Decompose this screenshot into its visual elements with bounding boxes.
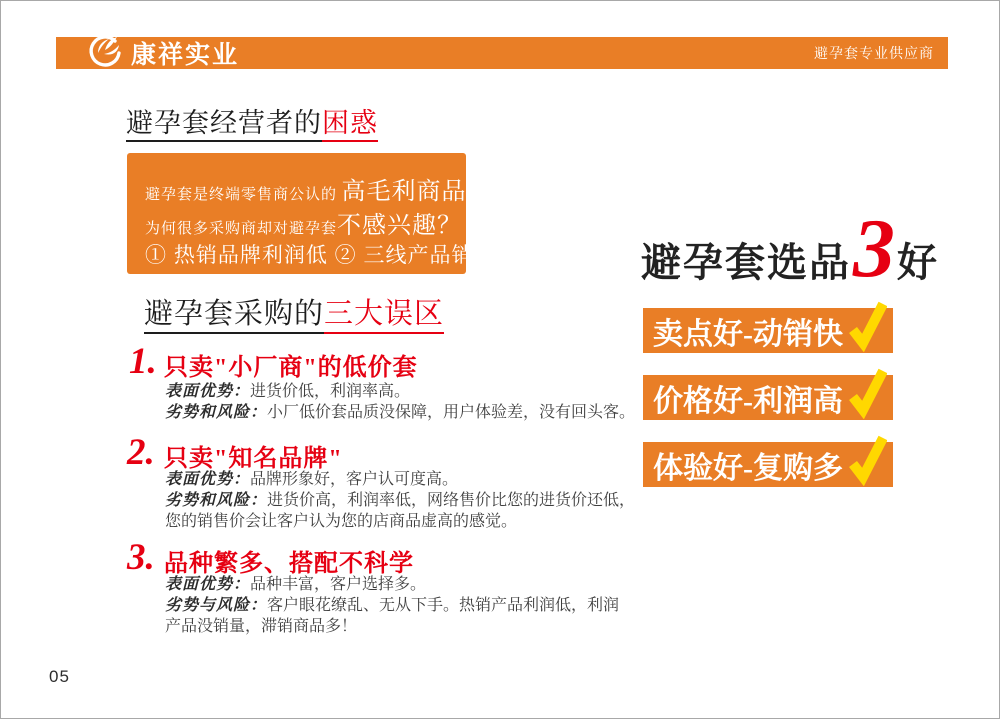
item-2-body — [165, 469, 670, 532]
benefit-bar-3 — [643, 442, 893, 487]
misunderstandings-title — [144, 295, 444, 333]
risk-label: 劣势和风险： — [165, 404, 268, 421]
item-2-number: 2. — [127, 432, 155, 473]
advantage-text: 进货价低，利润率高。 — [250, 383, 411, 400]
item-2-risk-line2: 您的销售价会让客户认为您的店商品虚高的感觉。 — [165, 513, 518, 530]
misunderstandings-title-black: 避孕套采购的 — [144, 298, 324, 334]
selection-title-suffix: 好 — [897, 240, 939, 285]
benefit-bar-2 — [643, 375, 893, 420]
benefit-1-label: 卖点好-动销快 — [653, 317, 843, 351]
confusion-box-line2 — [145, 205, 462, 240]
item-2-advantage — [165, 469, 670, 490]
brand — [86, 35, 239, 71]
header-tagline: 避孕套专业供应商 — [814, 45, 934, 61]
item-3-heading: 品种繁多、搭配不科学 — [164, 551, 414, 577]
item-1-risk — [165, 402, 670, 423]
risk-text-line1: 客户眼花缭乱、无从下手。热销产品利润低，利润 — [267, 597, 620, 614]
risk-text: 小厂低价套品质没保障，用户体验差，没有回头客。 — [267, 404, 636, 421]
advantage-text: 品种丰富，客户选择多。 — [250, 576, 427, 593]
confusion-title-black: 避孕套经营者的 — [126, 108, 322, 142]
advantage-label: 表面优势： — [165, 383, 251, 400]
benefit-2-label: 价格好-利润高 — [653, 384, 843, 418]
line2-large: 不感兴趣？ — [337, 212, 463, 239]
selection-title-number: 3 — [853, 202, 895, 295]
line1-small: 避孕套是终端零售商公认的 — [145, 186, 338, 203]
line1-large: 高毛利商品, — [341, 178, 475, 205]
line2-small: 为何很多采购商却对避孕套 — [145, 220, 338, 237]
selection-title-prefix: 避孕套选品 — [641, 240, 851, 285]
item-3-number: 3. — [127, 537, 155, 578]
check-icon — [849, 296, 887, 352]
item-3-risk — [165, 595, 670, 616]
item-3-advantage — [165, 574, 670, 595]
check-icon — [849, 430, 887, 486]
brand-name: 康祥实业 — [131, 41, 240, 69]
advantage-label: 表面优势： — [165, 576, 251, 593]
benefit-3-label: 体验好-复购多 — [653, 451, 843, 485]
item-2-risk — [165, 490, 670, 511]
item-1-number: 1. — [129, 341, 157, 382]
confusion-box — [127, 153, 518, 274]
confusion-box-line1 — [145, 171, 474, 206]
risk-label: 劣势和风险： — [165, 492, 268, 509]
item-2-heading: 只卖"知名品牌" — [164, 446, 343, 472]
advantage-text: 品牌形象好，客户认可度高。 — [250, 471, 459, 488]
item-1-advantage — [165, 381, 670, 402]
misunderstandings-title-red: 三大误区 — [324, 298, 444, 334]
check-icon — [849, 363, 887, 419]
risk-label: 劣势与风险： — [165, 597, 268, 614]
risk-text-line1: 进货价高，利润率低，网络售价比您的进货价还低， — [267, 492, 636, 509]
item-3-risk-line2: 产品没销量，滞销商品多！ — [165, 618, 358, 635]
item-1-body — [165, 381, 670, 423]
confusion-title — [126, 104, 378, 142]
header-bar — [56, 37, 948, 69]
advantage-label: 表面优势： — [165, 471, 251, 488]
phoenix-swirl-icon — [86, 34, 122, 70]
confusion-box-line3: ① 热销品牌利润低 ② 三线产品销量少 — [145, 244, 518, 267]
confusion-title-red: 困惑 — [322, 108, 378, 142]
item-3-body — [165, 574, 670, 637]
item-1-heading: 只卖"小厂商"的低价套 — [164, 355, 418, 381]
benefit-bar-1 — [643, 308, 893, 353]
page-number: 05 — [49, 667, 70, 686]
selection-title — [641, 202, 939, 295]
